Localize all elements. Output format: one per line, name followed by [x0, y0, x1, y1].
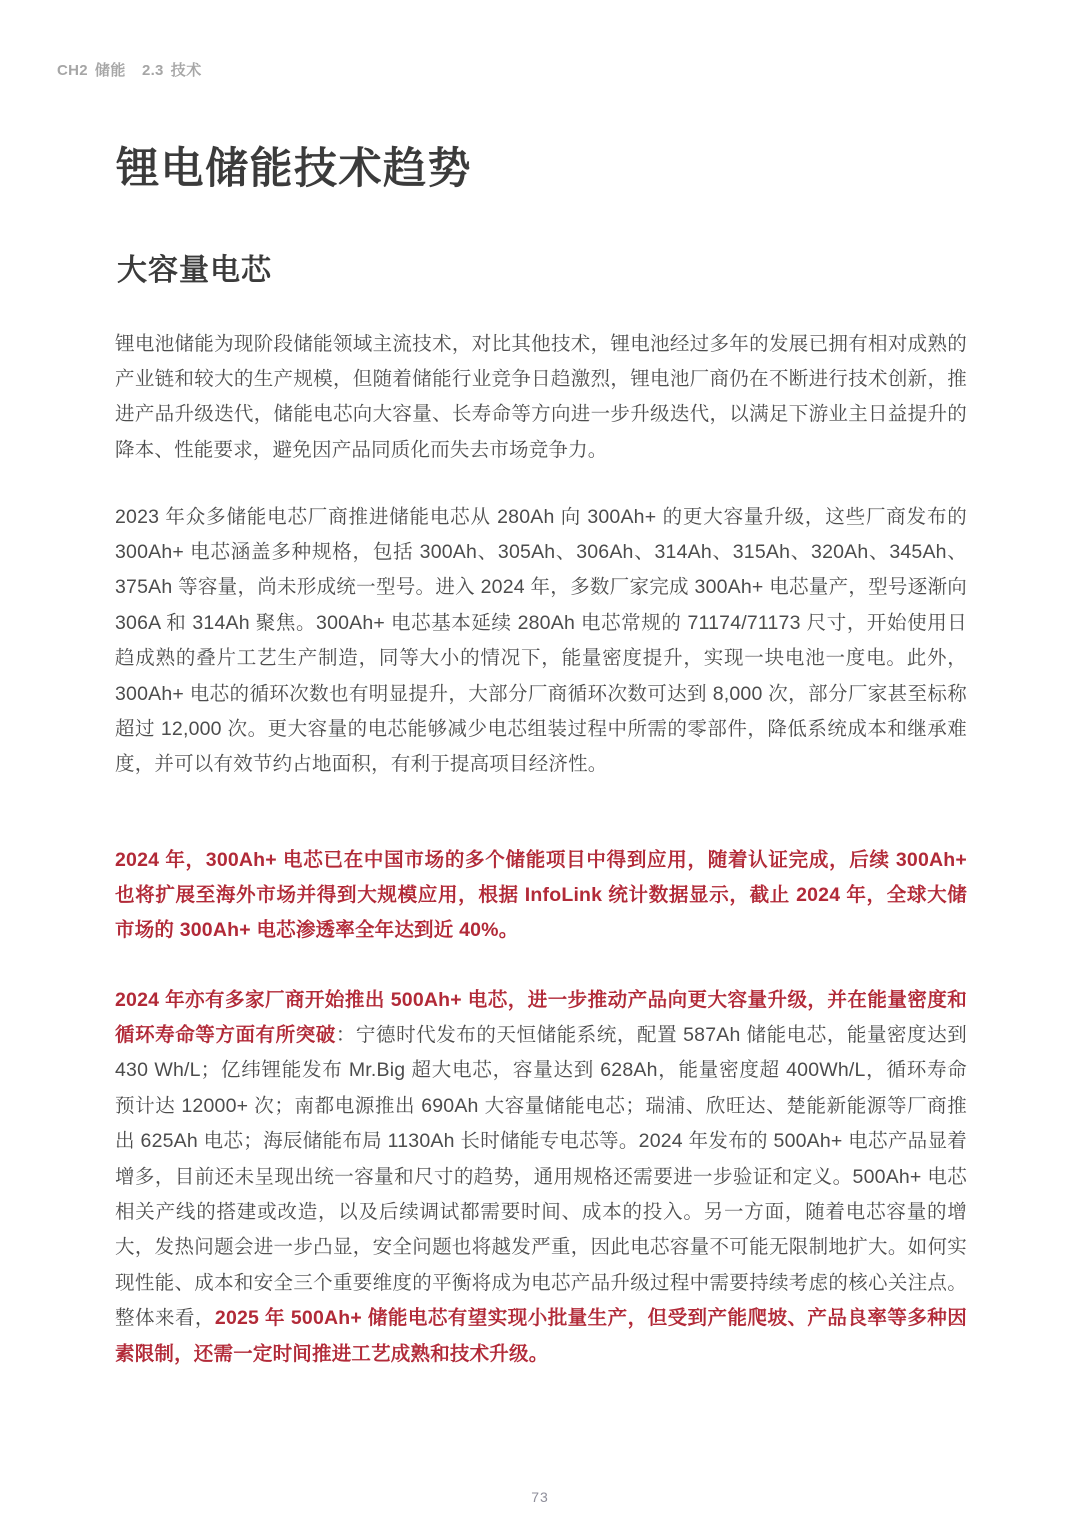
- running-head-section-number: 2.3: [141, 62, 164, 79]
- page-title: 锂电储能技术趋势: [116, 144, 472, 193]
- running-head: [57, 59, 202, 80]
- highlight-text-2025-outlook: 2025 年 500Ah+ 储能电芯有望实现小批量生产，但受到产能爬坡、产品良率等多种因素限制，还需一定时间推进工艺成熟和技术升级。: [115, 1307, 967, 1365]
- running-head-section-topic: 技术: [170, 62, 202, 79]
- highlight-text-300ah: 2024 年，300Ah+ 电芯已在中国市场的多个储能项目中得到应用，随着认证完成，后续 300Ah+ 也将扩展至海外市场并得到大规模应用，根据 InfoLink 统计数据显示，截止 2024 年，全球大储市场的 300Ah+ 电芯渗透率全年达到近 40%。: [115, 848, 967, 942]
- section-heading: 大容量电芯: [117, 253, 272, 287]
- highlight-text-500ah-intro: 2024 年亦有多家厂商开始推出 500Ah+ 电芯，进一步推动产品向更大容量升级，并在能量密度和循环寿命等方面有所突破: [115, 988, 967, 1046]
- running-head-chapter: CH2: [57, 62, 88, 79]
- body-text-500ah-detail: ：宁德时代发布的天恒储能系统，配置 587Ah 储能电芯，能量密度达到 430 Wh/L；亿纬锂能发布 Mr.Big 超大电芯，容量达到 628Ah，能量密度超 400Wh/L，循环寿命预计达 12000+ 次；南都电源推出 690Ah 大容量储能电芯；瑞浦、欣旺达、楚能新能源等厂商推出 625Ah 电芯；海辰储能布局 1130Ah 长时储能专电芯等。2024 年发布的 500Ah+ 电芯产品显着增多，目前还未呈现出统一容量和尺寸的趋势，通用规格还需要进一步验证和定义。500Ah+ 电芯相关产线的搭建或改造，以及后续调试都需要时间、成本的投入。另一方面，随着电芯容量的增大，发热问题会进一步凸显，安全问题也将越发严重，因此电芯容量不可能无限制地扩大。如何实现性能、成本和安全三个重要维度的平衡将成为电芯产品升级过程中需要持续考虑的核心关注点。整体来看，: [115, 1023, 967, 1330]
- running-head-chapter-topic: 储能: [94, 62, 126, 79]
- body-paragraph-3-highlight: [115, 843, 967, 949]
- page-number: 73: [531, 1489, 549, 1505]
- body-paragraph-1: 锂电池储能为现阶段储能领域主流技术，对比其他技术，锂电池经过多年的发展已拥有相对成熟的产业链和较大的生产规模，但随着储能行业竞争日趋激烈，锂电池厂商仍在不断进行技术创新，推进产品升级迭代，储能电芯向大容量、长寿命等方向进一步升级迭代，以满足下游业主日益提升的降本、性能要求，避免因产品同质化而失去市场竞争力。: [115, 332, 967, 461]
- body-paragraph-2: 2023 年众多储能电芯厂商推进储能电芯从 280Ah 向 300Ah+ 的更大容量升级，这些厂商发布的 300Ah+ 电芯涵盖多种规格，包括 300Ah、305Ah、306Ah、314Ah、315Ah、320Ah、345Ah、375Ah 等容量，尚未形成统一型号。进入 2024 年，多数厂家完成 300Ah+ 电芯量产，型号逐渐向 306A 和 314Ah 聚焦。300Ah+ 电芯基本延续 280Ah 电芯常规的 71174/71173 尺寸，开始使用日趋成熟的叠片工艺生产制造，同等大小的情况下，能量密度提升，实现一块电池一度电。此外， 300Ah+ 电芯的循环次数也有明显提升，大部分厂商循环次数可达到 8,000 次，部分厂家甚至标称超过 12,000 次。更大容量的电芯能够减少电芯组装过程中所需的零部件，降低系统成本和继承难度，并可以有效节约占地面积，有利于提高项目经济性。: [115, 505, 967, 776]
- body-paragraph-4-mixed: [115, 983, 967, 1372]
